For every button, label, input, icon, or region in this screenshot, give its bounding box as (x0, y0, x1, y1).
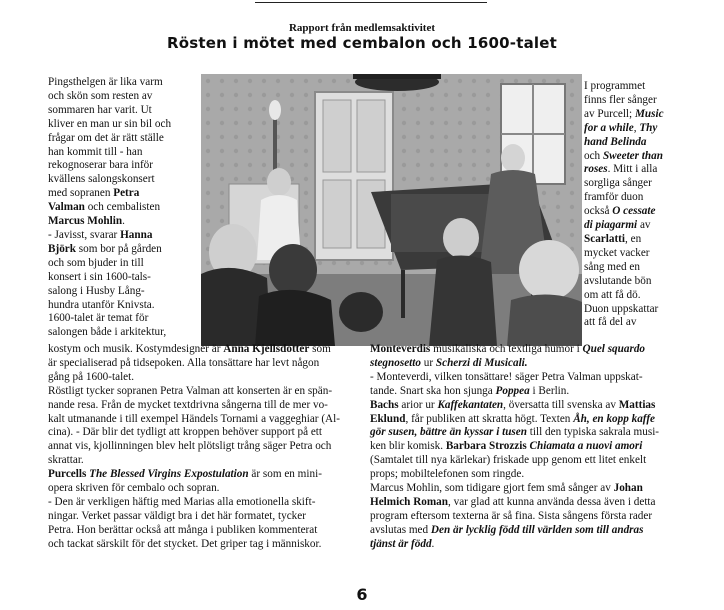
text-line: salongen både i arkitektur, (48, 326, 167, 339)
concert-photo (201, 74, 582, 346)
text-line: är specialiserad på tidsepoken. Alla tonsättare har levt någon (48, 356, 320, 369)
text-line: - Javisst, svarar Hanna (48, 228, 153, 241)
text-line: stegnosetto ur Scherzi di Musicali. (370, 356, 528, 369)
right-column (584, 80, 684, 330)
text-line: Marcus Mohlin, som tidigare gjort fem små sånger av Johan (370, 482, 643, 495)
bottom-right-column (370, 343, 678, 552)
text-line: salong i Husby Lång- (48, 284, 145, 297)
text-line: Purcells The Blessed Virgins Expostulation är som en mini- (48, 468, 322, 481)
text-line: gång på 1600-talet. (48, 370, 135, 383)
text-line: sommaren har varit. Ut (48, 103, 152, 116)
header-rule (255, 2, 487, 3)
concert-photo-illustration (201, 74, 582, 346)
text-line: med sopranen Petra (48, 187, 140, 200)
text-line: hand Belinda (584, 135, 647, 148)
text-line: Scarlatti, en (584, 232, 642, 245)
text-line: (Samtalet till nya kärlekar) friskade upp genom ett litet enkelt (370, 454, 647, 467)
text-line: tjänst är född. (370, 537, 435, 550)
text-line: och som bjuder in till (48, 256, 144, 269)
text-line: Duon uppskattar (584, 302, 659, 315)
text-line: kvällens salongskonsert (48, 173, 155, 186)
text-line: av Purcell; Music (584, 107, 664, 120)
text-line: mycket vacker (584, 246, 650, 259)
text-line: ningar. Verket passar väldigt bra i det här formatet, tycker (48, 509, 306, 522)
text-line: for a while, Thy (584, 121, 658, 134)
text-line: gör susen, bättre än kyssar i tusen till den typiska sakrala musi- (370, 426, 660, 439)
text-line: roses. Mitt i alla (584, 163, 658, 176)
text-line: - Den är verkligen häftig med Marias alla emotionella skift- (48, 495, 316, 508)
text-line: I programmet (584, 80, 646, 92)
text-line: tande. Snart ska hon sjunga Poppea i Berlin. (370, 384, 570, 397)
text-line: annat vis, kjollinningen blev helt plötsligt trång säger Petra och (48, 440, 332, 453)
text-line: di piagarmi av (584, 219, 651, 232)
text-line: sång med en (584, 260, 640, 273)
text-line: konsert i sin 1600-tals- (48, 270, 151, 283)
text-line: Valman och cembalisten (48, 201, 161, 214)
section-kicker: Rapport från medlemsaktivitet (288, 22, 436, 34)
article-title: Rösten i mötet med cembalon och 1600-talet (167, 34, 557, 52)
text-line: ken blir komisk. Barbara Strozzis Chiamata a nuovi amori (370, 440, 643, 453)
text-line: avslutas med Den är lycklig född till världen som till andras (370, 523, 644, 536)
text-line: Pingsthelgen är lika varm (48, 76, 163, 88)
text-line: program eftersom texterna är så fina. Sista sångens första rader (370, 509, 653, 522)
text-line: han kommit till - han (48, 145, 143, 158)
text-line: och skön som resten av (48, 89, 153, 102)
text-line: kalt utmanande i till exempel Händels Tornami a vaggeghiar (Al- (48, 412, 340, 425)
text-line: hundra utanför Knivsta. (48, 298, 155, 311)
text-line: skrattar. (48, 454, 84, 467)
text-line: Marcus Mohlin. (48, 215, 125, 228)
text-line: Eklund, får publiken att skratta högt. Texten Åh, en kopp kaffe (370, 412, 656, 425)
text-line: rekognoserar bara inför (48, 159, 153, 172)
text-line: Röstligt tycker sopranen Petra Valman att konserten är en spän- (48, 384, 333, 397)
text-line: och Sweeter than (584, 149, 663, 162)
text-line: avslutande bön (584, 274, 652, 287)
text-line: och tackat särskilt för det stycket. Det griper tag i människor. (48, 537, 322, 550)
text-line: framför duon (584, 191, 644, 204)
text-line: Bachs arior ur Kaffekantaten, översatta till svenska av Mattias (370, 398, 656, 411)
text-line: opera skriven för cembalo och sopran. (48, 482, 220, 495)
text-line: - Monteverdi, vilken tonsättare! säger Petra Valman uppskat- (370, 370, 643, 383)
text-line: också O cessate (584, 205, 656, 218)
text-line: sorgliga sånger (584, 177, 652, 190)
text-line: kliver en man ur sin bil och (48, 117, 172, 130)
text-line: frågar om det är rätt ställe (48, 131, 164, 144)
text-line: props; mobiltelefonen som ringde. (370, 468, 525, 481)
text-line: nande resa. Från de mycket textdrivna sångerna till de mer vo- (48, 398, 328, 411)
text-line: Monteverdis musikaliska och textliga humor i Quel squardo (370, 343, 646, 355)
text-line: att få del av (584, 316, 637, 329)
text-line: Petra. Hon berättar också att många i publiken kommenterat (48, 523, 318, 536)
text-line: Helmich Roman, var glad att kunna använda dessa även i detta (370, 495, 656, 508)
text-line: finns fler sånger (584, 93, 657, 106)
left-column (48, 76, 200, 340)
bottom-left-column (48, 343, 358, 552)
text-line: om att få dö. (584, 288, 641, 301)
text-line: 1600-talet är temat för (48, 312, 149, 325)
page-number: 6 (356, 585, 368, 604)
text-line: cina). - Där blir det tydligt att kroppen behöver support på ett (48, 426, 323, 439)
text-line: kostym och musik. Kostymdesigner är Anna Kjellsdotter som (48, 343, 331, 355)
text-line: Björk som bor på gården (48, 242, 162, 255)
